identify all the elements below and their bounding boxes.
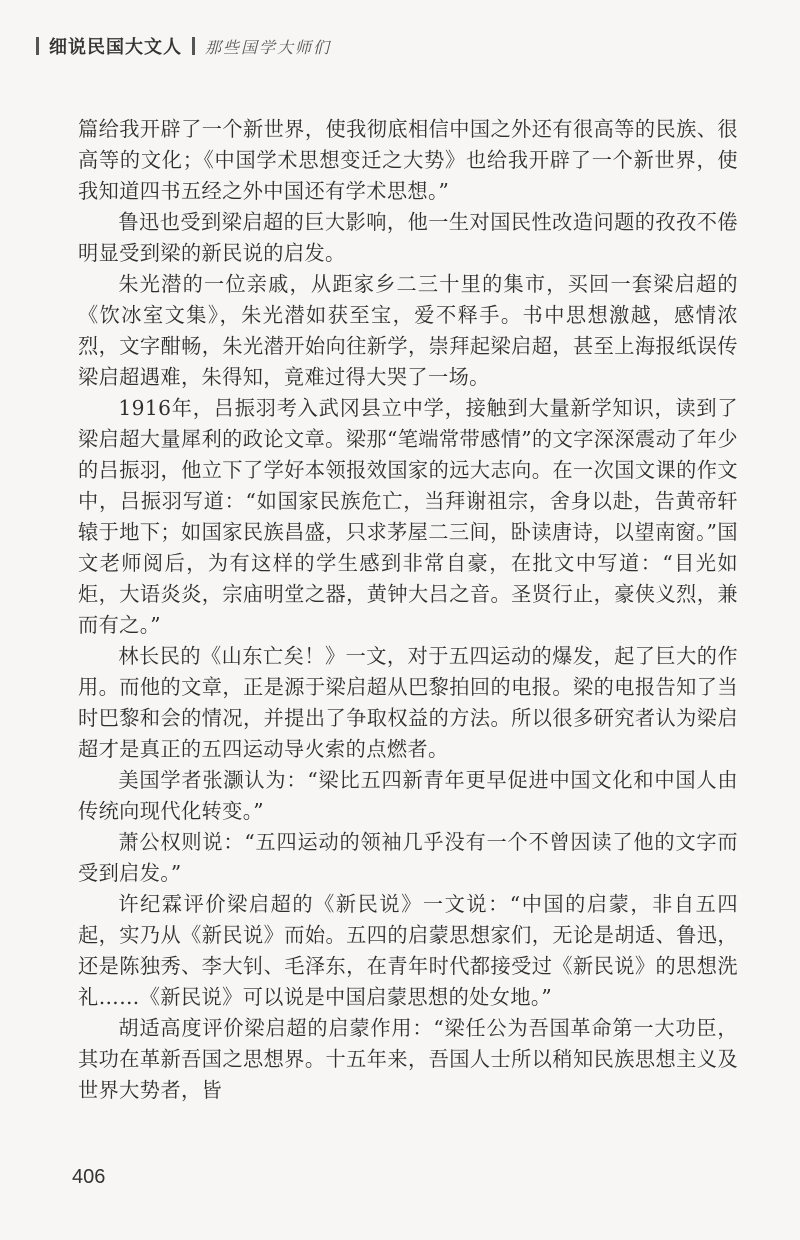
paragraph: 许纪霖评价梁启超的《新民说》一文说：“中国的启蒙，非自五四起，实乃从《新民说》而始。五四的启蒙思想家们，无论是胡适、鲁迅，还是陈独秀、李大钊、毛泽东，在青年时代都接受过《新民说》的思想洗礼……《新民说》可以说是中国启蒙思想的处女地。” xyxy=(78,892,738,1009)
paragraph: 胡适高度评价梁启超的启蒙作用：“梁任公为吾国革命第一大功臣，其功在革新吾国之思想界。十五年来，吾国人士所以稍知民族思想主义及世界大势者，皆 xyxy=(78,1016,738,1102)
chapter-title: 那些国学大师们 xyxy=(205,37,332,57)
paragraph: 篇给我开辟了一个新世界，使我彻底相信中国之外还有很高等的民族、很高等的文化；《中国学术思想变迁之大势》也给我开辟了一个新世界，使我知道四书五经之外中国还有学术思想。” xyxy=(78,117,738,203)
paragraph: 林长民的《山东亡矣！》一文，对于五四运动的爆发，起了巨大的作用。而他的文章，正是源于梁启超从巴黎拍回的电报。梁的电报告知了当时巴黎和会的情况，并提出了争取权益的方法。所以很多研究者认为梁启超才是真正的五四运动导火索的点燃者。 xyxy=(78,644,738,761)
paragraph: 鲁迅也受到梁启超的巨大影响，他一生对国民性改造问题的孜孜不倦明显受到梁的新民说的启发。 xyxy=(78,210,738,265)
paragraph: 萧公权则说：“五四运动的领袖几乎没有一个不曾因读了他的文字而受到启发。” xyxy=(78,830,738,885)
paragraph: 1916年，吕振羽考入武冈县立中学，接触到大量新学知识，读到了梁启超大量犀利的政论文章。梁那“笔端常带感情”的文字深深震动了年少的吕振羽，他立下了学好本领报效国家的远大志向。在一次国文课的作文中，吕振羽写道：“如国家民族危亡，当拜谢祖宗，舍身以赴，告黄帝轩辕于地下；如国家民族昌盛，只求茅屋二三间，卧读唐诗，以望南窗。”国文老师阅后，为有这样的学生感到非常自豪，在批文中写道：“目光如炬，大语炎炎，宗庙明堂之器，黄钟大吕之音。圣贤行止，豪侠义烈，兼而有之。” xyxy=(78,396,738,637)
book-title: 细说民国大文人 xyxy=(49,37,182,58)
header-divider-middle xyxy=(192,37,195,55)
header-divider-left xyxy=(36,37,39,55)
page-number: 406 xyxy=(72,1166,106,1188)
body-text xyxy=(78,114,738,1106)
running-header xyxy=(36,30,331,62)
paragraph: 美国学者张灏认为：“梁比五四新青年更早促进中国文化和中国人由传统向现代化转变。” xyxy=(78,768,738,823)
paragraph: 朱光潜的一位亲戚，从距家乡二三十里的集市，买回一套梁启超的《饮冰室文集》，朱光潜如获至宝，爱不释手。书中思想激越，感情浓烈，文字酣畅，朱光潜开始向往新学，崇拜起梁启超，甚至上海报纸误传梁启超遇难，朱得知，竟难过得大哭了一场。 xyxy=(78,272,738,389)
